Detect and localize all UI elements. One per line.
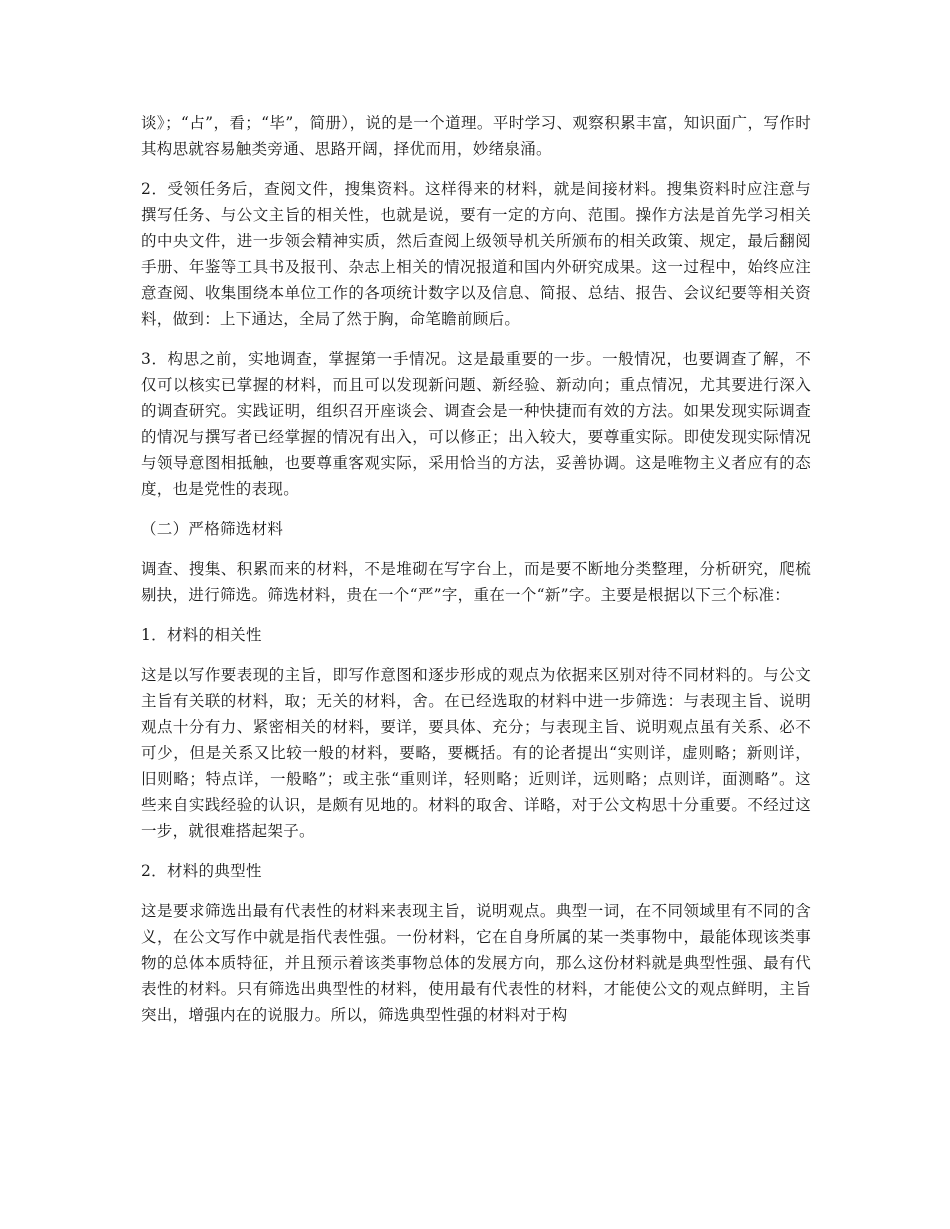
subheading-typicality: 2．材料的典型性: [141, 862, 262, 880]
para-collect-documents: 2．受领任务后，查阅文件，搜集资料。这样得来的材料，就是间接材料。搜集资料时应注意与撰写任务、与公文主旨的相关性，也就是说，要有一定的方向、范围。操作方法是首先学习相关的中央文件，进一步领会精神实质，然后查阅上级领导机关所颁布的相关政策、规定，最后翻阅手册、年鉴等工具书及报刊、杂志上相关的情况报道和国内外研究成果。这一过程中，始终应注意查阅、收集围绕本单位工作的各项统计数字以及信息、简报、总结、报告、会议纪要等相关资料，做到：上下通达，全局了然于胸，命笔瞻前顾后。: [141, 180, 811, 328]
para-intro-continuation: 谈》；“占”，看；“毕”，简册），说的是一个道理。平时学习、观察积累丰富，知识面广，写作时其构思就容易触类旁通、思路开阔，择优而用，妙绪泉涌。: [141, 114, 811, 158]
section-heading-screen-materials: （二）严格筛选材料: [141, 520, 284, 538]
para-typicality: 这是要求筛选出最有代表性的材料来表现主旨，说明观点。典型一词，在不同领域里有不同的含义，在公文写作中就是指代表性强。一份材料，它在自身所属的某一类事物中，最能体现该类事物的总体本质特征，并且预示着该类事物总体的发展方向，那么这份材料就是典型性强、最有代表性的材料。只有筛选出典型性的材料，使用最有代表性的材料，才能使公文的观点鲜明，主旨突出，增强内在的说服力。所以，筛选典型性强的材料对于构: [141, 902, 811, 1024]
para-field-investigation: 3．构思之前，实地调查，掌握第一手情况。这是最重要的一步。一般情况，也要调查了解，不仅可以核实已掌握的材料，而且可以发现新问题、新经验、新动向；重点情况，尤其要进行深入的调查研究。实践证明，组织召开座谈会、调查会是一种快捷而有效的方法。如果发现实际调查的情况与撰写者已经掌握的情况有出入，可以修正；出入较大，要尊重实际。即使发现实际情况与领导意图相抵触，也要尊重客观实际，采用恰当的方法，妥善协调。这是唯物主义者应有的态度，也是党性的表现。: [141, 350, 811, 498]
para-screening-intro: 调查、搜集、积累而来的材料，不是堆砌在写字台上，而是要不断地分类整理，分析研究，爬梳剔抉，进行筛选。筛选材料，贵在一个“严”字，重在一个“新”字。主要是根据以下三个标准：: [141, 560, 811, 604]
document-page: [141, 110, 811, 1042]
para-relevance: 这是以写作要表现的主旨，即写作意图和逐步形成的观点为依据来区别对待不同材料的。与公文主旨有关联的材料，取；无关的材料，舍。在已经选取的材料中进一步筛选：与表现主旨、说明观点十分有力、紧密相关的材料，要详，要具体、充分；与表现主旨、说明观点虽有关系、必不可少，但是关系又比较一般的材料，要略，要概括。有的论者提出“实则详，虚则略；新则详，旧则略；特点详，一般略”；或主张“重则详，轻则略；近则详，远则略；点则详，面测略”。这些来自实践经验的认识，是颇有见地的。材料的取舍、详略，对于公文构思十分重要。不经过这一步，就很难搭起架子。: [141, 666, 811, 840]
subheading-relevance: 1．材料的相关性: [141, 626, 262, 644]
